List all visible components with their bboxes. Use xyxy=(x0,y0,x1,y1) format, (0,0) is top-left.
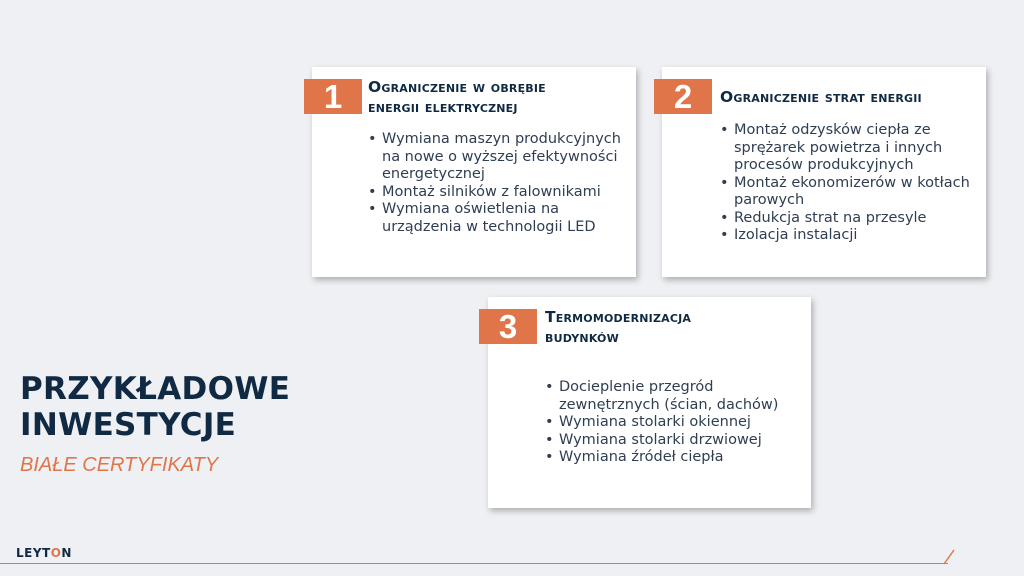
card-3-title xyxy=(545,307,801,347)
page-title-line1: PRZYKŁADOWE xyxy=(20,371,291,407)
list-item: • Wymiana oświetlenia na urządzenia w technologii LED xyxy=(368,201,624,236)
card-1-number-badge: 1 xyxy=(304,79,362,114)
card-3-number-badge: 3 xyxy=(479,309,537,344)
page-title-line2: INWESTYCJE xyxy=(20,407,237,443)
list-item: • Redukcja strat na przesyle xyxy=(720,210,976,228)
logo-text-part2: O xyxy=(50,546,62,560)
logo-text-part3: N xyxy=(61,546,72,560)
list-item: • Wymiana stolarki drzwiowej xyxy=(545,432,801,450)
card-3-title-line2: budynków xyxy=(545,328,619,346)
list-item: • Docieplenie przegród zewnętrznych (ścian, dachów) xyxy=(545,379,801,414)
logo-text-part1: LEYT xyxy=(16,546,51,560)
page-title xyxy=(20,371,290,443)
card-1-title xyxy=(368,77,628,117)
card-1-title-line2: energii elektrycznej xyxy=(368,98,518,116)
list-item: • Montaż silników z falownikami xyxy=(368,184,624,202)
list-item: • Wymiana źródeł ciepła xyxy=(545,449,801,467)
card-2-number-badge: 2 xyxy=(654,79,712,114)
card-2-title-line1: Ograniczenie strat energii xyxy=(720,88,922,106)
card-2-title xyxy=(720,87,980,107)
footer-slash-icon xyxy=(942,549,956,565)
card-1-title-line1: Ograniczenie w obrębie xyxy=(368,78,546,96)
list-item: • Montaż ekonomizerów w kotłach parowych xyxy=(720,175,976,210)
card-2-list xyxy=(720,122,976,245)
list-item: • Izolacja instalacji xyxy=(720,227,976,245)
list-item: • Wymiana stolarki okiennej xyxy=(545,414,801,432)
card-1-list xyxy=(368,131,624,236)
list-item: • Wymiana maszyn produkcyjnych na nowe o wyższej efektywności energetycznej xyxy=(368,131,624,184)
list-item: • Montaż odzysków ciepła ze sprężarek powietrza i innych procesów produkcyjnych xyxy=(720,122,976,175)
card-3-title-line1: Termomodernizacja xyxy=(545,308,692,326)
footer-divider xyxy=(0,563,948,564)
page-subtitle: BIAŁE CERTYFIKATY xyxy=(20,454,219,476)
card-3-list xyxy=(545,379,801,467)
leyton-logo xyxy=(16,546,72,560)
